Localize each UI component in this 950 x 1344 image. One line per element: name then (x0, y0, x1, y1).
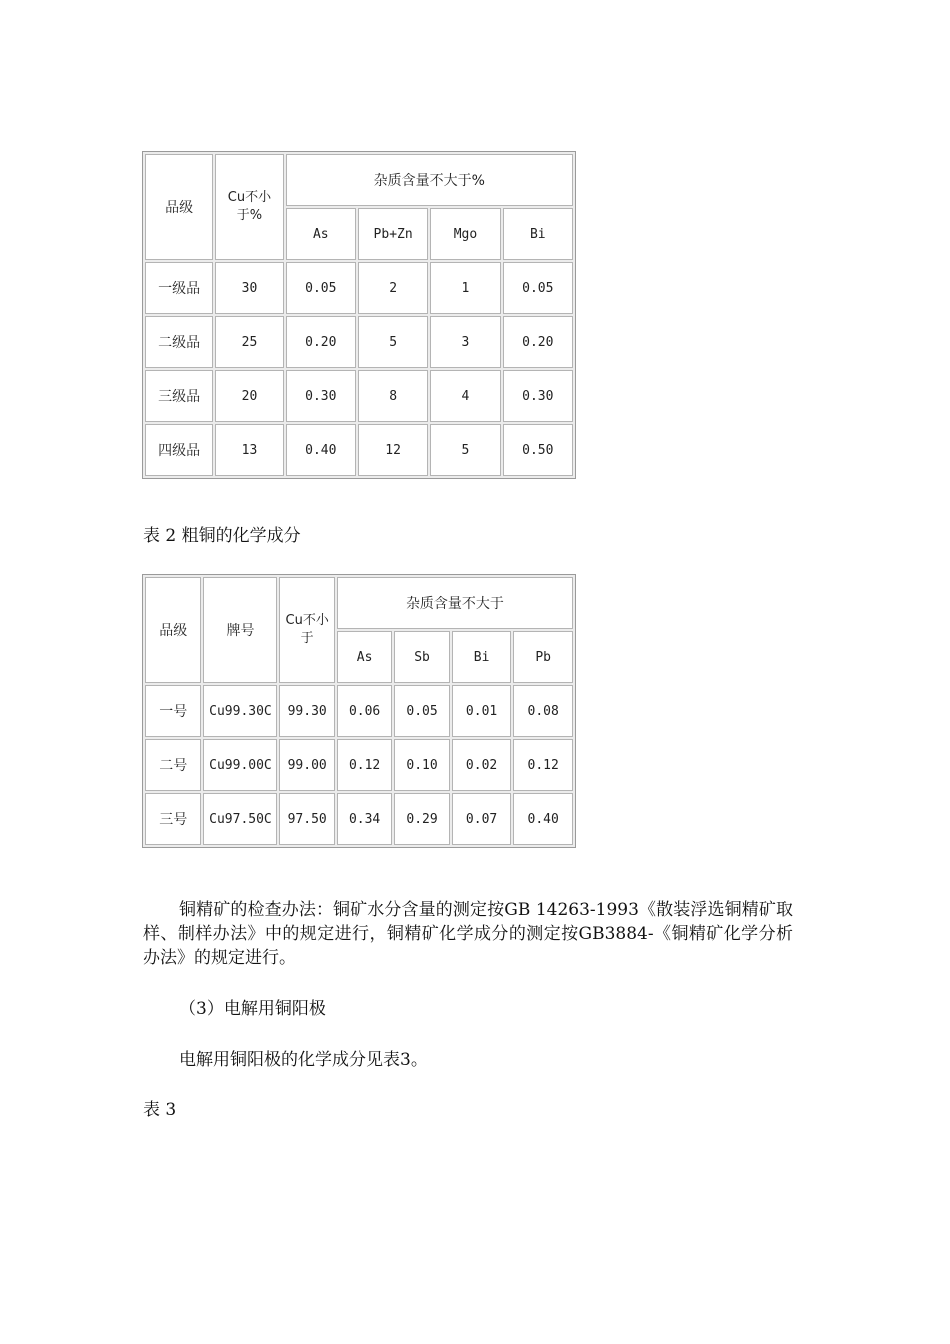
table1-cell-cu: 30 (215, 262, 283, 314)
inspection-method-paragraph: 铜精矿的检查办法：铜矿水分含量的测定按GB 14263-1993《散装浮选铜精矿取样、制样办法》中的规定进行，铜精矿化学成分的测定按GB3884-《铜精矿化学分析办法》的规定进行。 (143, 900, 793, 968)
table1-cell-as: 0.20 (286, 316, 356, 368)
table1-cell-pbzn: 2 (358, 262, 428, 314)
table1-header-pbzn: Pb+Zn (358, 208, 428, 260)
table2-grid (143, 575, 575, 847)
table2-header-as: As (337, 631, 392, 683)
table2-header-grade: 品级 (145, 577, 201, 683)
table1-cell-grade: 三级品 (145, 370, 213, 422)
table2-cell-pb: 0.40 (513, 793, 573, 845)
table-row (145, 424, 573, 476)
table1-header-mgo: Mgo (430, 208, 500, 260)
table2-header-sb: Sb (394, 631, 449, 683)
table2-cell-grade: 一号 (145, 685, 201, 737)
table2-header-pb: Pb (513, 631, 573, 683)
table1-cell-grade: 四级品 (145, 424, 213, 476)
table2-cell-bi: 0.02 (452, 739, 512, 791)
table2-cell-sb: 0.29 (394, 793, 449, 845)
table2-cell-pb: 0.12 (513, 739, 573, 791)
table1-cell-bi: 0.05 (503, 262, 573, 314)
table-row (145, 316, 573, 368)
table2-header-impurity: 杂质含量不大于 (337, 577, 573, 629)
table1-cell-mgo: 5 (430, 424, 500, 476)
table1-header-bi: Bi (503, 208, 573, 260)
table2-cell-cu: 97.50 (279, 793, 334, 845)
table1-cell-cu: 25 (215, 316, 283, 368)
table1-cell-cu: 13 (215, 424, 283, 476)
table2-header-cu: Cu不小于 (279, 577, 334, 683)
table2-cell-bi: 0.01 (452, 685, 512, 737)
table2-header-brand: 牌号 (203, 577, 277, 683)
table1-cell-as: 0.40 (286, 424, 356, 476)
section-heading-anode: （3）电解用铜阳极 (179, 999, 326, 1019)
table1-cell-as: 0.30 (286, 370, 356, 422)
table2-cell-bi: 0.07 (452, 793, 512, 845)
table2-cell-cu: 99.30 (279, 685, 334, 737)
table2-cell-sb: 0.05 (394, 685, 449, 737)
table1-cell-pbzn: 12 (358, 424, 428, 476)
table1-cell-bi: 0.20 (503, 316, 573, 368)
table2-cell-grade: 二号 (145, 739, 201, 791)
table-row (145, 739, 573, 791)
table-row (145, 262, 573, 314)
table-row (145, 793, 573, 845)
table1-header-grade: 品级 (145, 154, 213, 260)
table2-cell-cu: 99.00 (279, 739, 334, 791)
table2-cell-as: 0.12 (337, 739, 392, 791)
table1-cell-grade: 二级品 (145, 316, 213, 368)
copper-concentrate-table (142, 151, 576, 479)
crude-copper-table (142, 574, 576, 848)
table1-cell-pbzn: 5 (358, 316, 428, 368)
table2-cell-pb: 0.08 (513, 685, 573, 737)
table2-cell-grade: 三号 (145, 793, 201, 845)
table-row (145, 685, 573, 737)
table2-cell-brand: Cu99.00C (203, 739, 277, 791)
table2-cell-brand: Cu99.30C (203, 685, 277, 737)
table1-cell-bi: 0.50 (503, 424, 573, 476)
table1-cell-pbzn: 8 (358, 370, 428, 422)
table1-cell-mgo: 3 (430, 316, 500, 368)
table2-caption: 表 2 粗铜的化学成分 (143, 526, 301, 546)
table1-cell-mgo: 4 (430, 370, 500, 422)
table1-header-impurity: 杂质含量不大于% (286, 154, 573, 206)
table1-grid (143, 152, 575, 478)
table1-cell-bi: 0.30 (503, 370, 573, 422)
table3-caption: 表 3 (143, 1100, 177, 1120)
table2-cell-sb: 0.10 (394, 739, 449, 791)
table2-header-bi: Bi (452, 631, 512, 683)
table2-cell-as: 0.06 (337, 685, 392, 737)
table2-cell-brand: Cu97.50C (203, 793, 277, 845)
table1-header-as: As (286, 208, 356, 260)
table1-cell-as: 0.05 (286, 262, 356, 314)
anode-composition-paragraph: 电解用铜阳极的化学成分见表3。 (179, 1050, 428, 1070)
table-row (145, 370, 573, 422)
table2-cell-as: 0.34 (337, 793, 392, 845)
table1-cell-cu: 20 (215, 370, 283, 422)
table1-cell-grade: 一级品 (145, 262, 213, 314)
table1-cell-mgo: 1 (430, 262, 500, 314)
table1-header-cu: Cu不小于% (215, 154, 283, 260)
